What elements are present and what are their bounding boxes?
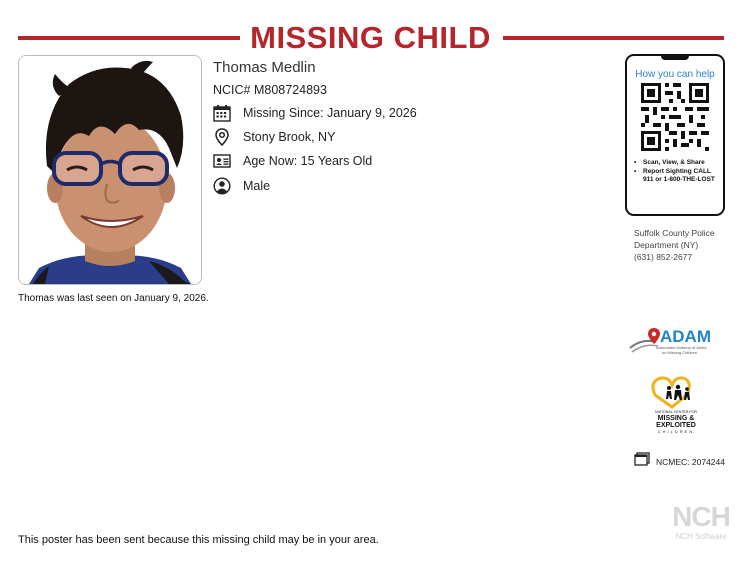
svg-text:NATIONAL CENTER FOR: NATIONAL CENTER FOR [655,410,697,414]
sex: Male [243,179,271,193]
person-icon [213,177,231,195]
ncmec-id: NCMEC: 2074244 [656,456,725,467]
ncmec-logo [647,375,705,435]
age-row [213,151,372,171]
svg-text:on Missing Children: on Missing Children [662,350,698,355]
qr-code[interactable] [641,83,709,151]
last-location: Stony Brook, NY [243,130,336,144]
location-row [213,127,335,147]
location-pin-icon [213,128,231,146]
sex-row [213,176,270,196]
help-item-report: • Report Sighting CALL 911 or 1-800-THE-LOST [633,168,721,185]
svg-text:Automated Delivery of Alerts: Automated Delivery of Alerts [656,345,707,350]
help-list [633,159,721,185]
svg-text:MISSING &: MISSING & [657,415,695,422]
phone-notch [661,55,689,60]
help-title: How you can help [635,69,715,80]
footer-note: This poster has been sent because this missing child may be in your area. [18,534,379,546]
child-name: Thomas Medlin [213,59,316,76]
calendar-icon [213,104,231,122]
svg-text:CHILDREN: CHILDREN [657,429,695,434]
document-icon [634,452,650,471]
child-photo [18,55,202,285]
nch-logo [672,502,730,541]
help-item-share: • Scan, View, & Share [633,159,721,168]
how-to-help-card [625,54,725,216]
svg-text:EXPLOITED: EXPLOITED [656,422,696,429]
ncic-number: NCIC# M808724893 [213,83,327,97]
poster-title: MISSING CHILD [250,20,491,55]
missing-since-row [213,103,417,123]
adam-logo [628,322,720,362]
ncmec-id-row [634,452,725,471]
last-seen-text: Thomas was last seen on January 9, 2026. [18,293,209,304]
svg-text:ADAM: ADAM [660,327,711,346]
police-phone: (631) 852-2677 [634,252,693,262]
nch-logo-text: NCH [672,501,730,532]
police-name-line1: Suffolk County Police [634,228,715,238]
age-now: Age Now: 15 Years Old [243,154,373,168]
nch-logo-subtext: NCH Software [675,532,727,541]
missing-since: Missing Since: January 9, 2026 [243,106,417,120]
id-card-icon [213,152,231,170]
police-name-line2: Department (NY) [634,240,699,250]
